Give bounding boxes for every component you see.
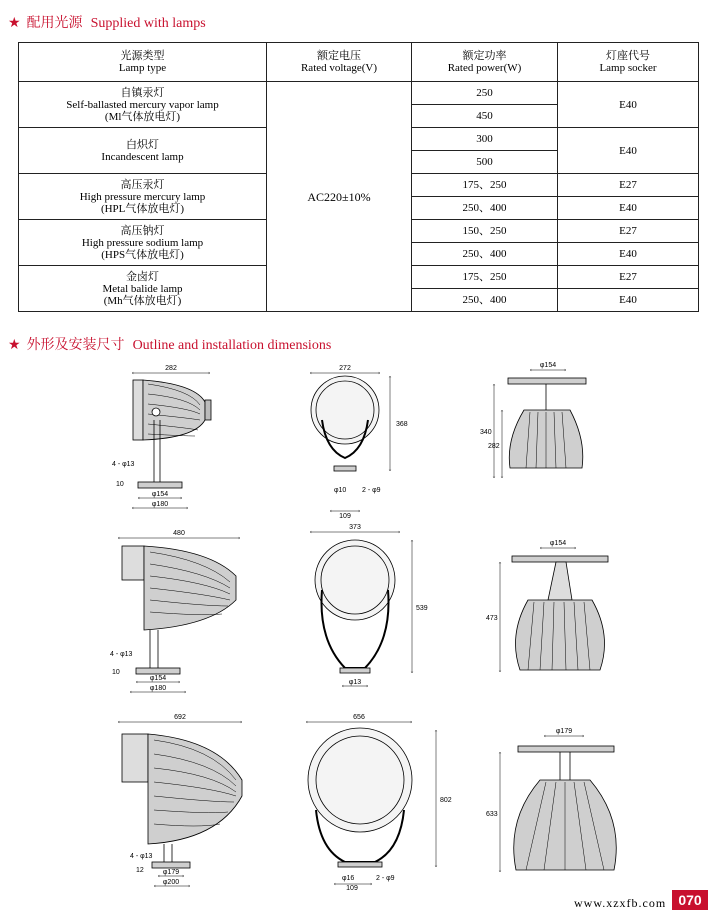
dim-label: φ179 bbox=[162, 869, 180, 876]
front-view-lamp-2 bbox=[310, 532, 412, 686]
section-title-en: Outline and installation dimensions bbox=[132, 338, 332, 353]
lamp-type-cell: 白炽灯 Incandescent lamp bbox=[19, 128, 267, 174]
dim-label: 340 bbox=[480, 429, 492, 436]
pendant-view-lamp-2 bbox=[500, 548, 608, 672]
power-cell: 250 bbox=[412, 82, 558, 105]
dim-label: 539 bbox=[416, 605, 428, 612]
dim-label: 2 - φ9 bbox=[376, 875, 395, 882]
dim-label: φ13 bbox=[348, 679, 362, 686]
dim-label: 4 - φ13 bbox=[112, 461, 135, 468]
dim-label: 480 bbox=[173, 530, 185, 537]
power-cell: 175、250 bbox=[412, 174, 558, 197]
front-view-lamp-3 bbox=[306, 722, 436, 884]
socket-cell: E27 bbox=[558, 220, 699, 243]
power-cell: 250、400 bbox=[412, 197, 558, 220]
socket-cell: E27 bbox=[558, 174, 699, 197]
header-rated-power: 额定功率 Rated power(W) bbox=[412, 43, 558, 82]
side-view-lamp-1 bbox=[132, 373, 211, 508]
dim-label: 10 bbox=[116, 481, 124, 488]
power-cell: 250、400 bbox=[412, 289, 558, 312]
side-view-lamp-3 bbox=[118, 722, 242, 886]
socket-cell: E27 bbox=[558, 266, 699, 289]
power-cell: 150、250 bbox=[412, 220, 558, 243]
dim-label: φ154 bbox=[549, 540, 567, 547]
socket-cell: E40 bbox=[558, 289, 699, 312]
dim-label: 802 bbox=[440, 797, 452, 804]
dim-label: 282 bbox=[165, 365, 177, 372]
star-icon: ★ bbox=[8, 338, 21, 353]
socket-cell: E40 bbox=[558, 197, 699, 220]
lamp-spec-table bbox=[18, 42, 699, 312]
dim-label: φ154 bbox=[539, 362, 557, 369]
pendant-view-lamp-1 bbox=[494, 370, 586, 478]
dim-label: φ200 bbox=[162, 879, 180, 886]
socket-cell: E40 bbox=[558, 82, 699, 128]
lamp-type-cell: 自镇汞灯 Self-ballasted mercury vapor lamp (Ml气体放电灯) bbox=[19, 82, 267, 128]
power-cell: 300 bbox=[412, 128, 558, 151]
dim-label: 4 - φ13 bbox=[110, 651, 133, 658]
dim-label: φ180 bbox=[151, 501, 169, 508]
power-cell: 250、400 bbox=[412, 243, 558, 266]
dim-label: 4 - φ13 bbox=[130, 853, 153, 860]
header-lamp-socket: 灯座代号 Lamp socker bbox=[558, 43, 699, 82]
voltage-cell: AC220±10% bbox=[267, 82, 412, 312]
dim-label: 282 bbox=[488, 443, 500, 450]
dim-label: φ179 bbox=[555, 728, 573, 735]
dim-label: 373 bbox=[349, 524, 361, 531]
power-cell: 500 bbox=[412, 151, 558, 174]
header-rated-voltage: 额定电压 Rated voltage(V) bbox=[267, 43, 412, 82]
lamp-type-cell: 金卤灯 Metal balide lamp (Mh气体放电灯) bbox=[19, 266, 267, 312]
star-icon: ★ bbox=[8, 16, 21, 31]
pendant-view-lamp-3 bbox=[500, 736, 616, 872]
section-title-zh: 外形及安装尺寸 bbox=[26, 338, 125, 353]
socket-cell: E40 bbox=[558, 243, 699, 266]
section-title-en: Supplied with lamps bbox=[90, 16, 206, 31]
dim-label: φ16 bbox=[342, 875, 355, 882]
dim-label: 12 bbox=[136, 867, 144, 874]
section-title-zh: 配用光源 bbox=[26, 16, 83, 31]
dim-label: 368 bbox=[396, 421, 408, 428]
dim-label: φ154 bbox=[151, 491, 169, 498]
dim-label: 633 bbox=[486, 811, 498, 818]
dim-label: 692 bbox=[174, 714, 186, 721]
dimension-drawings bbox=[0, 350, 710, 890]
header-lamp-type: 光源类型 Lamp type bbox=[19, 43, 267, 82]
footer-url: www.xzxfb.com bbox=[574, 896, 667, 910]
table-row bbox=[19, 82, 699, 105]
dim-label: φ180 bbox=[149, 685, 167, 692]
lamp-type-cell: 高压钠灯 High pressure sodium lamp (HPS气体放电灯) bbox=[19, 220, 267, 266]
table-header-row bbox=[19, 43, 699, 82]
dim-label: φ154 bbox=[149, 675, 167, 682]
dim-label: 656 bbox=[353, 714, 365, 721]
dim-label: 109 bbox=[346, 885, 358, 890]
dim-label: 2 - φ9 bbox=[362, 487, 381, 494]
section-heading-lamps bbox=[8, 12, 206, 32]
dim-label: 10 bbox=[112, 669, 120, 676]
power-cell: 175、250 bbox=[412, 266, 558, 289]
dim-label: 272 bbox=[339, 365, 351, 372]
dim-label: 109 bbox=[339, 513, 351, 520]
side-view-lamp-2 bbox=[118, 538, 240, 692]
socket-cell: E40 bbox=[558, 128, 699, 174]
page-number: 070 bbox=[672, 890, 708, 910]
lamp-type-cell: 高压汞灯 High pressure mercury lamp (HPL气体放电灯) bbox=[19, 174, 267, 220]
dim-label: φ10 bbox=[334, 487, 347, 494]
dim-label: 473 bbox=[486, 615, 498, 622]
power-cell: 450 bbox=[412, 105, 558, 128]
